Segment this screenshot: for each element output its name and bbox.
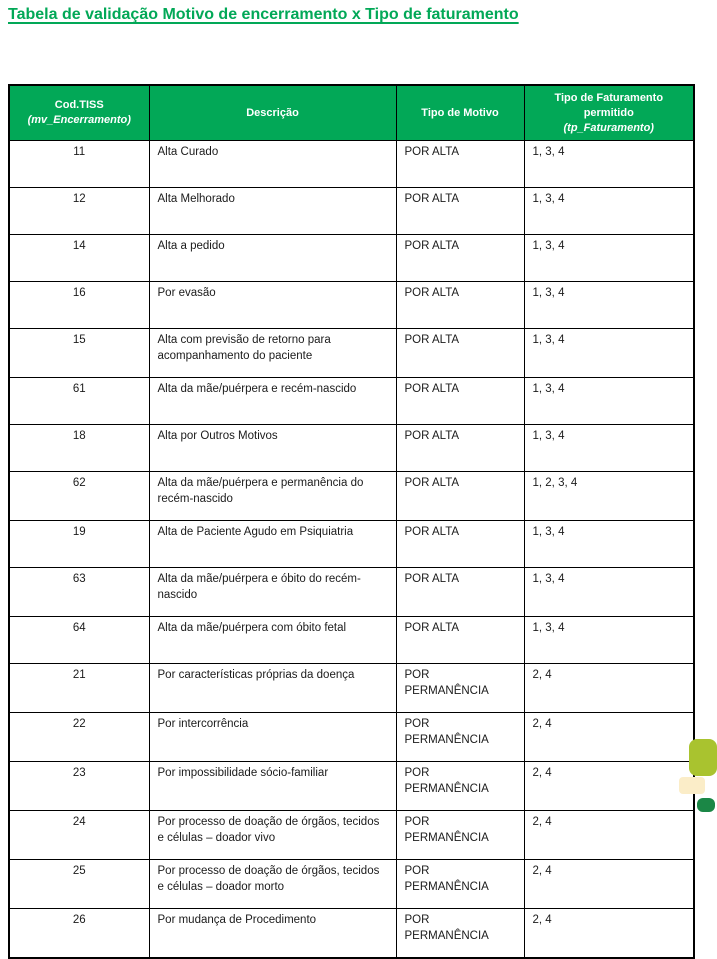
cell-descricao: Por evasão: [149, 282, 396, 329]
table-row: [9, 141, 694, 188]
cell-tipo-motivo: POR ALTA: [396, 141, 524, 188]
cell-cod-tiss: 62: [9, 472, 149, 521]
cell-cod-tiss: 21: [9, 664, 149, 713]
cell-cod-tiss: 23: [9, 762, 149, 811]
table-row: [9, 860, 694, 909]
table-row: [9, 425, 694, 472]
cell-cod-tiss: 61: [9, 378, 149, 425]
lime-decoration-shape: [689, 739, 717, 776]
cell-tipo-motivo: POR ALTA: [396, 188, 524, 235]
cell-descricao: Alta da mãe/puérpera com óbito fetal: [149, 617, 396, 664]
cell-tipo-motivo: POR ALTA: [396, 282, 524, 329]
cell-faturamento: 1, 3, 4: [524, 329, 694, 378]
cell-tipo-motivo: POR ALTA: [396, 235, 524, 282]
cell-descricao: Por impossibilidade sócio-familiar: [149, 762, 396, 811]
cell-cod-tiss: 26: [9, 909, 149, 959]
table-row: [9, 378, 694, 425]
cell-tipo-motivo: POR ALTA: [396, 568, 524, 617]
column-header-subline: (tp_Faturamento): [563, 121, 654, 134]
cell-faturamento: 1, 3, 4: [524, 521, 694, 568]
cell-tipo-motivo: POR ALTA: [396, 617, 524, 664]
table-row: [9, 282, 694, 329]
column-header-line: Tipo de Motivo: [421, 106, 499, 119]
table-row: [9, 472, 694, 521]
cell-tipo-motivo: POR ALTA: [396, 378, 524, 425]
cell-faturamento: 1, 3, 4: [524, 617, 694, 664]
column-header-subline: (mv_Encerramento): [27, 114, 131, 126]
column-header-faturamento: [524, 85, 694, 141]
cell-tipo-motivo: POR PERMANÊNCIA: [396, 860, 524, 909]
dark-green-corner-decoration: [697, 798, 715, 812]
cell-tipo-motivo: POR PERMANÊNCIA: [396, 811, 524, 860]
cell-descricao: Alta da mãe/puérpera e óbito do recém-nascido: [149, 568, 396, 617]
cell-descricao: Por intercorrência: [149, 713, 396, 762]
cell-descricao: Por mudança de Procedimento: [149, 909, 396, 959]
cell-tipo-motivo: POR PERMANÊNCIA: [396, 909, 524, 959]
table-body: [9, 141, 694, 959]
cell-tipo-motivo: POR ALTA: [396, 521, 524, 568]
cell-descricao: Alta Curado: [149, 141, 396, 188]
cell-faturamento: 2, 4: [524, 860, 694, 909]
cell-tipo-motivo: POR PERMANÊNCIA: [396, 713, 524, 762]
cell-cod-tiss: 24: [9, 811, 149, 860]
cell-descricao: Por características próprias da doença: [149, 664, 396, 713]
cell-cod-tiss: 16: [9, 282, 149, 329]
table-header-row: [9, 85, 694, 141]
cell-faturamento: 1, 3, 4: [524, 141, 694, 188]
table-row: [9, 235, 694, 282]
cell-descricao: Alta de Paciente Agudo em Psiquiatria: [149, 521, 396, 568]
cell-faturamento: 1, 3, 4: [524, 568, 694, 617]
cell-cod-tiss: 19: [9, 521, 149, 568]
cell-tipo-motivo: POR ALTA: [396, 472, 524, 521]
table-row: [9, 762, 694, 811]
table-row: [9, 617, 694, 664]
table-row: [9, 909, 694, 959]
cell-cod-tiss: 18: [9, 425, 149, 472]
column-header-line: Cod.TISS: [54, 99, 104, 111]
cell-faturamento: 2, 4: [524, 909, 694, 959]
cell-cod-tiss: 15: [9, 329, 149, 378]
column-header-cod-tiss: [9, 85, 149, 141]
cell-tipo-motivo: POR PERMANÊNCIA: [396, 762, 524, 811]
cream-decoration-shape: [679, 777, 705, 794]
table-row: [9, 811, 694, 860]
cell-faturamento: 1, 3, 4: [524, 282, 694, 329]
cell-faturamento: 2, 4: [524, 811, 694, 860]
validation-table: [8, 84, 695, 959]
column-header-descricao: [149, 85, 396, 141]
table-row: [9, 713, 694, 762]
cell-descricao: Por processo de doação de órgãos, tecidos e células – doador morto: [149, 860, 396, 909]
cell-cod-tiss: 64: [9, 617, 149, 664]
column-header-line: Tipo de Faturamento: [554, 91, 664, 104]
cell-faturamento: 1, 3, 4: [524, 425, 694, 472]
cell-faturamento: 1, 3, 4: [524, 235, 694, 282]
cell-descricao: Alta a pedido: [149, 235, 396, 282]
cell-tipo-motivo: POR PERMANÊNCIA: [396, 664, 524, 713]
cell-tipo-motivo: POR ALTA: [396, 425, 524, 472]
table-row: [9, 664, 694, 713]
table-row: [9, 329, 694, 378]
cell-faturamento: 1, 2, 3, 4: [524, 472, 694, 521]
column-header-tipo-motivo: [396, 85, 524, 141]
cell-descricao: Alta Melhorado: [149, 188, 396, 235]
cell-descricao: Alta da mãe/puérpera e permanência do recém-nascido: [149, 472, 396, 521]
cell-descricao: Alta com previsão de retorno para acompanhamento do paciente: [149, 329, 396, 378]
cell-cod-tiss: 22: [9, 713, 149, 762]
cell-cod-tiss: 14: [9, 235, 149, 282]
table-row: [9, 188, 694, 235]
cell-faturamento: 2, 4: [524, 664, 694, 713]
table-row: [9, 568, 694, 617]
page-title: Tabela de validação Motivo de encerramento x Tipo de faturamento: [8, 6, 519, 23]
cell-cod-tiss: 11: [9, 141, 149, 188]
cell-faturamento: 1, 3, 4: [524, 378, 694, 425]
cell-cod-tiss: 63: [9, 568, 149, 617]
cell-descricao: Alta por Outros Motivos: [149, 425, 396, 472]
cell-tipo-motivo: POR ALTA: [396, 329, 524, 378]
cell-cod-tiss: 12: [9, 188, 149, 235]
column-header-line: Descrição: [246, 106, 299, 119]
cell-faturamento: 2, 4: [524, 762, 694, 811]
cell-cod-tiss: 25: [9, 860, 149, 909]
cell-descricao: Por processo de doação de órgãos, tecidos e células – doador vivo: [149, 811, 396, 860]
cell-faturamento: 1, 3, 4: [524, 188, 694, 235]
cell-descricao: Alta da mãe/puérpera e recém-nascido: [149, 378, 396, 425]
cell-faturamento: 2, 4: [524, 713, 694, 762]
table-row: [9, 521, 694, 568]
column-header-line: permitido: [583, 106, 634, 119]
